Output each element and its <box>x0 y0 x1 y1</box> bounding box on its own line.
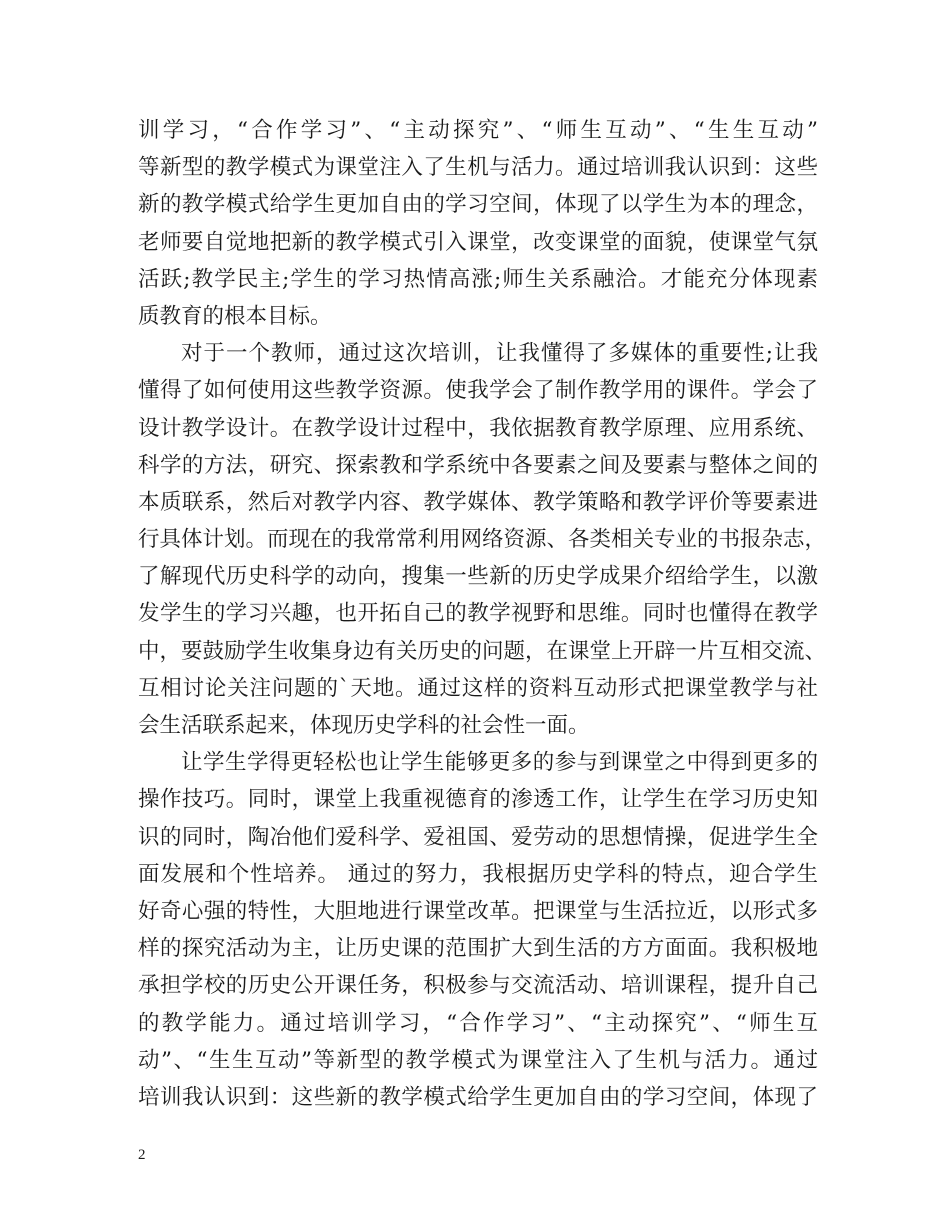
text-line: 行具体计划。而现在的我常常利用网络资源、各类相关专业的书报杂志， <box>138 527 827 553</box>
text-line: 让学生学得更轻松也让学生能够更多的参与到课堂之中得到更多的 <box>181 750 818 776</box>
text-line: 老师要自觉地把新的教学模式引入课堂，改变课堂的面貌，使课堂气氛 <box>138 229 818 255</box>
text-line: 面发展和个性培养。 通过的努力，我根据历史学科的特点，迎合学生 <box>138 861 818 887</box>
text-line: 样的探究活动为主，让历史课的范围扩大到生活的方方面面。我积极地 <box>138 936 818 962</box>
text-line: 对于一个教师，通过这次培训，让我懂得了多媒体的重要性;让我 <box>181 341 818 367</box>
text-line: 等新型的教学模式为课堂注入了生机与活力。通过培训我认识到：这些 <box>138 155 818 181</box>
text-line: 质教育的根本目标。 <box>138 303 332 329</box>
text-line: 培训我认识到：这些新的教学模式给学生更加自由的学习空间，体现了 <box>138 1084 818 1110</box>
text-line: 会生活联系起来，体现历史学科的社会性一面。 <box>138 713 590 738</box>
text-line: 好奇心强的特性，大胆地进行课堂改革。把课堂与生活拉近，以形式多 <box>138 898 818 924</box>
text-line: 科学的方法，研究、探索教和学系统中各要素之间及要素与整体之间的 <box>138 452 818 478</box>
text-line: 的教学能力。通过培训学习，“合作学习”、“主动探究”、“师生互 <box>138 1010 818 1036</box>
text-line: 承担学校的历史公开课任务，积极参与交流活动、培训课程，提升自己 <box>138 973 818 999</box>
text-line: 本质联系，然后对教学内容、教学媒体、教学策略和教学评价等要素进 <box>138 489 818 515</box>
paragraph <box>138 112 818 335</box>
text-line: 发学生的学习兴趣，也开拓自己的教学视野和思维。同时也懂得在教学 <box>138 601 818 627</box>
page-number: 2 <box>138 1147 146 1163</box>
text-line: 动”、“生生互动”等新型的教学模式为课堂注入了生机与活力。通过 <box>138 1047 818 1073</box>
text-line: 训学习，“合作学习”、“主动探究”、“师生互动”、“生生互动” <box>138 118 818 143</box>
text-line: 设计教学设计。在教学设计过程中，我依据教育教学原理、应用系统、 <box>138 415 818 441</box>
text-line: 了解现代历史科学的动向，搜集一些新的历史学成果介绍给学生，以激 <box>138 564 818 590</box>
text-line: 互相讨论关注问题的`天地。通过这样的资料互动形式把课堂教学与社 <box>138 675 818 701</box>
text-line: 懂得了如何使用这些教学资源。使我学会了制作教学用的课件。学会了 <box>138 378 818 404</box>
text-line: 识的同时，陶冶他们爱科学、爱祖国、爱劳动的思想情操，促进学生全 <box>138 824 818 850</box>
paragraph <box>138 335 827 744</box>
paragraph <box>138 744 818 1116</box>
document-body <box>138 112 827 1116</box>
text-line: 新的教学模式给学生更加自由的学习空间，体现了以学生为本的理念， <box>138 192 818 218</box>
text-line: 中，要鼓励学生收集身边有关历史的问题，在课堂上开辟一片互相交流、 <box>138 638 827 664</box>
text-line: 操作技巧。同时，课堂上我重视德育的渗透工作，让学生在学习历史知 <box>138 787 818 813</box>
text-line: 活跃;教学民主;学生的学习热情高涨;师生关系融洽。才能充分体现素 <box>138 266 818 292</box>
